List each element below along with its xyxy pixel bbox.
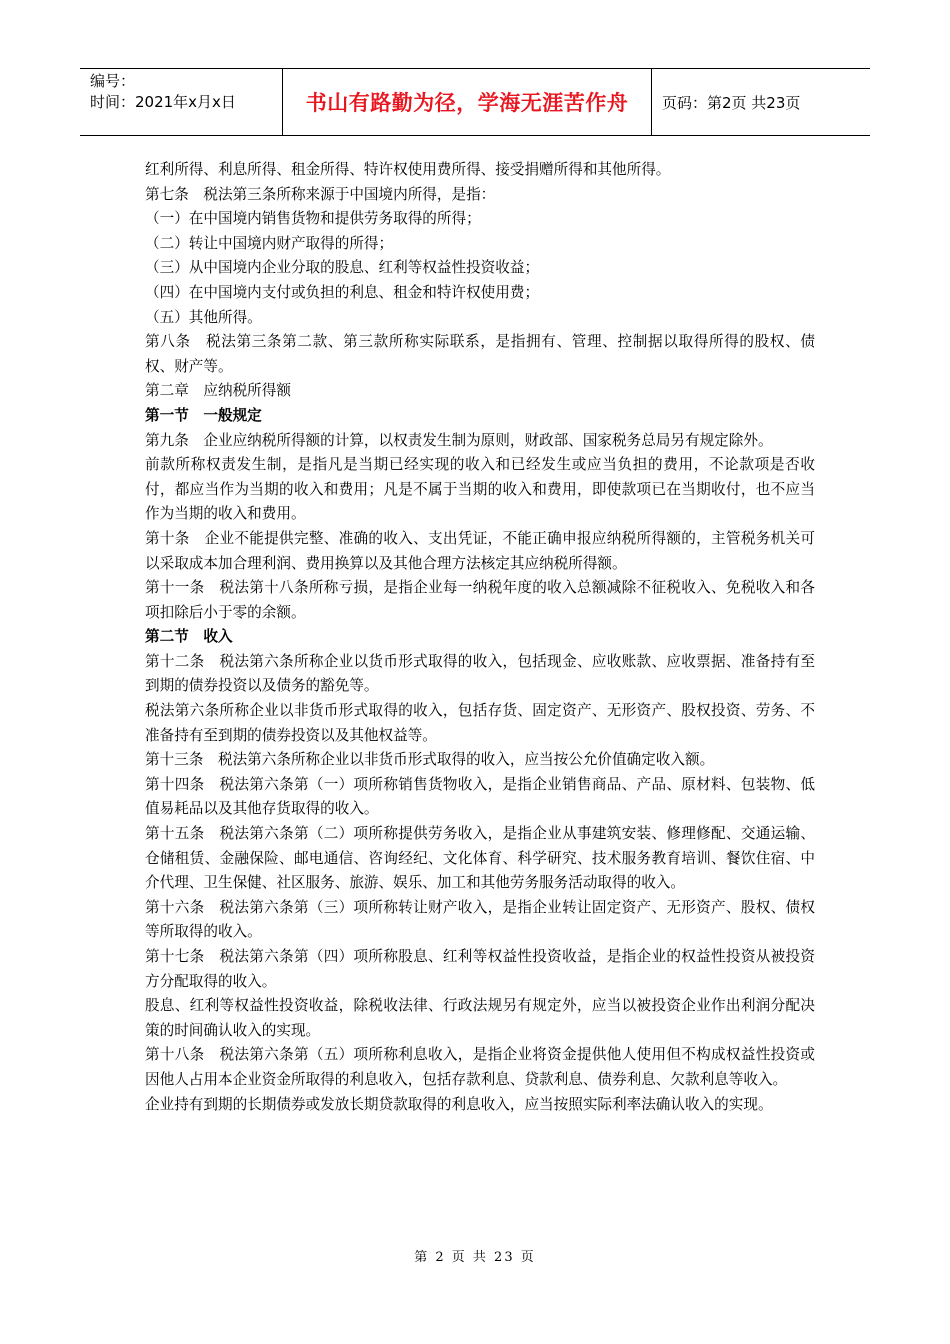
header-meta [80,69,282,135]
paragraph: 企业持有到期的长期债券或发放长期贷款取得的利息收入，应当按照实际利率法确认收入的实现。 [145,1095,773,1113]
paragraph: 第十六条 税法第六条第（三）项所称转让财产收入，是指企业转让固定资产、无形资产、股权、债权等所取得的收入。 [145,898,815,941]
paragraph: （四）在中国境内支付或负担的利息、租金和特许权使用费； [145,283,540,301]
paragraph: 红利所得、利息所得、租金所得、特许权使用费所得、接受捐赠所得和其他所得。 [145,161,671,178]
paragraph: 第十五条 税法第六条第（二）项所称提供劳务收入，是指企业从事建筑安装、修理修配、交通运输、仓储租赁、金融保险、邮电通信、咨询经纪、文化体育、科学研究、技术服务教育培训、餐饮住宿、中介代理、卫生保健、社区服务、旅游、娱乐、加工和其他劳务服务活动取得的收入。 [145,825,815,892]
document-number-label: 编号： [90,72,136,90]
paragraph: （一）在中国境内销售货物和提供劳务取得的所得； [145,210,481,228]
paragraph: 第十七条 税法第六条第（四）项所称股息、红利等权益性投资收益，是指企业的权益性投资从被投资方分配取得的收入。 [145,948,815,990]
paragraph: （二）转让中国境内财产取得的所得； [145,234,394,252]
paragraph: （五）其他所得。 [145,308,262,326]
paragraph: 前款所称权责发生制，是指凡是当期已经实现的收入和已经发生或应当负担的费用，不论款项是否收付，都应当作为当期的收入和费用；凡是不属于当期的收入和费用，即使款项已在当期收付，也不应当作为当期的收入和费用。 [145,456,815,523]
header-motto: 书山有路勤为径，学海无涯苦作舟 [282,69,652,135]
paragraph: 股息、红利等权益性投资收益，除税收法律、行政法规另有规定外，应当以被投资企业作出利润分配决策的时间确认收入的实现。 [145,997,815,1039]
document-body [145,158,815,1117]
document-header [80,68,870,136]
page-footer: 第 2 页 共 23 页 [414,1250,536,1265]
paragraph: 第十四条 税法第六条第（一）项所称销售货物收入，是指企业销售商品、产品、原材料、包装物、低值易耗品以及其他存货取得的收入。 [145,775,815,818]
header-page-label: 页码：第2页 共23页 [662,93,801,112]
paragraph: （三）从中国境内企业分取的股息、红利等权益性投资收益； [145,259,540,277]
section-heading: 第一节 一般规定 [145,406,262,424]
paragraph: 第十条 企业不能提供完整、准确的收入、支出凭证，不能正确申报应纳税所得额的，主管税务机关可以采取成本加合理利润、费用换算以及其他合理方法核定其应纳税所得额。 [145,529,815,572]
paragraph: 第八条 税法第三条第二款、第三款所称实际联系，是指拥有、管理、控制据以取得所得的股权、债权、财产等。 [145,333,815,375]
paragraph: 第二章 应纳税所得额 [145,382,291,400]
paragraph: 第七条 税法第三条所称来源于中国境内所得，是指： [145,185,496,203]
paragraph: 第十八条 税法第六条第（五）项所称利息收入，是指企业将资金提供他人使用但不构成权益性投资或因他人占用本企业资金所取得的利息收入，包括存款利息、贷款利息、债券利息、欠款利息等收入。 [145,1046,815,1088]
paragraph: 第十二条 税法第六条所称企业以货币形式取得的收入，包括现金、应收账款、应收票据、准备持有至到期的债券投资以及债务的豁免等。 [145,652,815,695]
paragraph: 税法第六条所称企业以非货币形式取得的收入，包括存货、固定资产、无形资产、股权投资、劳务、不准备持有至到期的债券投资以及其他权益等。 [145,702,815,744]
document-time-label: 时间：2021年x月x日 [90,93,236,111]
section-heading: 第二节 收入 [145,628,233,646]
paragraph: 第九条 企业应纳税所得额的计算，以权责发生制为原则，财政部、国家税务总局另有规定除外。 [145,431,773,449]
paragraph: 第十一条 税法第十八条所称亏损，是指企业每一纳税年度的收入总额减除不征税收入、免税收入和各项扣除后小于零的余额。 [145,579,815,621]
paragraph: 第十三条 税法第六条所称企业以非货币形式取得的收入，应当按公允价值确定收入额。 [145,751,715,769]
